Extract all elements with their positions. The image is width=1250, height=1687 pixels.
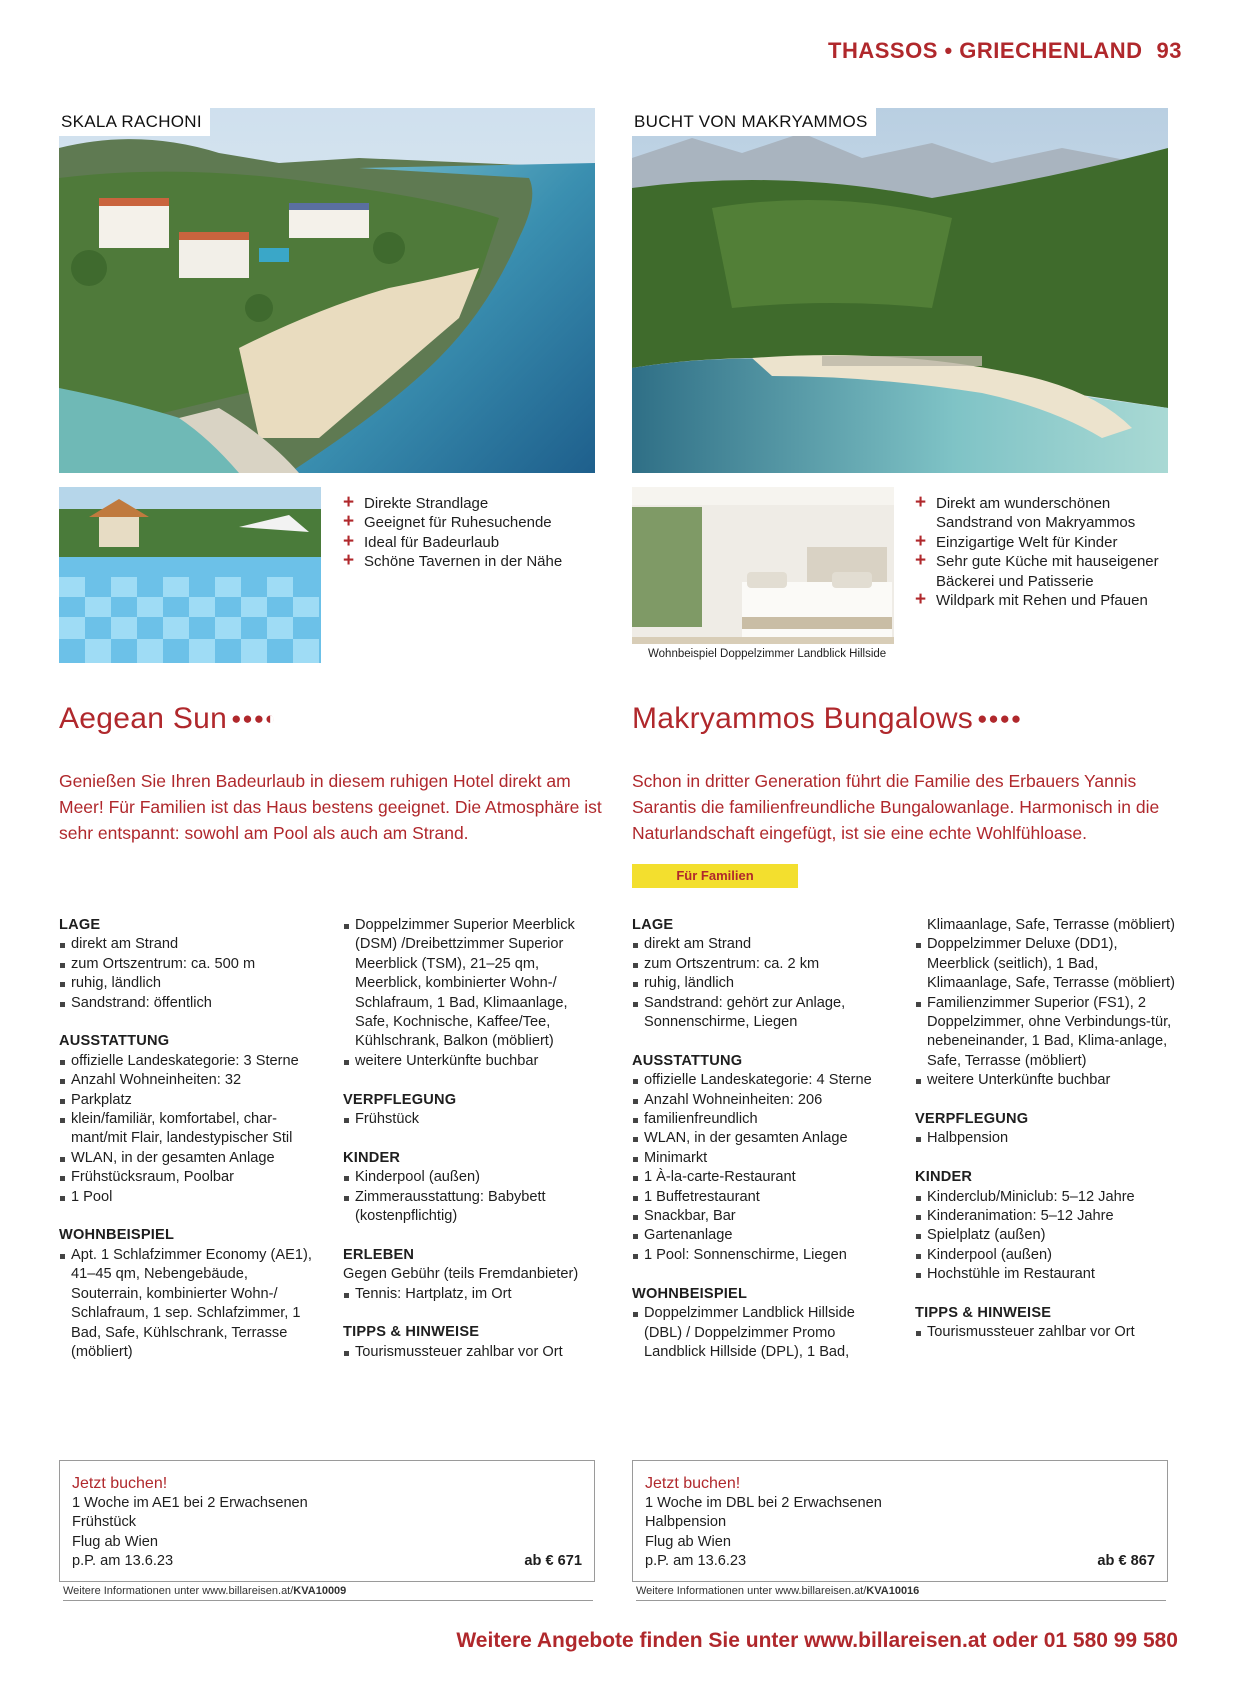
fact-item: Sandstrand: gehört zur Anlage, Sonnenschirme, Liegen bbox=[632, 994, 894, 1033]
hotel-name: Makryammos Bungalows bbox=[632, 702, 974, 735]
booking-price: ab € 671 bbox=[524, 1553, 582, 1569]
usp-list bbox=[915, 494, 1175, 610]
booking-line: Halbpension bbox=[645, 1514, 727, 1531]
fact-list bbox=[632, 1071, 894, 1265]
fact-item: Kinderanimation: 5–12 Jahre bbox=[915, 1207, 1177, 1226]
fact-list bbox=[343, 916, 595, 1071]
footer-contact[interactable]: Weitere Angebote finden Sie unter www.billareisen.at oder 01 580 99 580 bbox=[456, 1629, 1178, 1652]
section-heading: AUSSTATTUNG bbox=[632, 1052, 743, 1069]
makryammos-bay-photo bbox=[632, 108, 1168, 473]
plus-icon: + bbox=[915, 550, 927, 572]
usp-item: + Direkte Strandlage bbox=[343, 492, 489, 513]
booking-line: Frühstück bbox=[72, 1514, 137, 1531]
fact-list bbox=[632, 935, 894, 1032]
fact-item: offizielle Landeskategorie: 4 Sterne bbox=[632, 1071, 894, 1090]
fact-item: Gartenanlage bbox=[632, 1226, 894, 1245]
fact-list bbox=[59, 1052, 321, 1207]
plus-icon: + bbox=[915, 530, 927, 552]
fact-item: Frühstück bbox=[343, 1110, 595, 1129]
section-heading: LAGE bbox=[632, 917, 674, 933]
fact-item: Frühstücksraum, Poolbar bbox=[59, 1168, 321, 1187]
section-heading: KINDER bbox=[915, 1169, 973, 1186]
facts-column bbox=[915, 916, 1177, 1362]
usp-list bbox=[343, 494, 593, 572]
fact-item: Doppelzimmer Landblick Hillside (DBL) / Doppelzimmer Promo Landblick Hillside (DPL), 1 Bad, bbox=[632, 1304, 894, 1362]
fact-item: Familienzimmer Superior (FS1), 2 Doppelzimmer, ohne Verbindungs-tür, nebeneinander, 1 Bad, Klima-anlage, Safe, Terrasse (möbliert) bbox=[915, 994, 1177, 1072]
fact-list bbox=[59, 935, 321, 1013]
fact-item: Anzahl Wohneinheiten: 206 bbox=[632, 1091, 894, 1110]
usp-item: + Schöne Tavernen in der Nähe bbox=[343, 550, 563, 572]
fact-item: Sandstrand: öffentlich bbox=[59, 994, 321, 1013]
page-header bbox=[828, 38, 1182, 64]
section-heading: TIPPS & HINWEISE bbox=[915, 1305, 1052, 1322]
booking-price: ab € 867 bbox=[1097, 1553, 1155, 1569]
fact-list bbox=[343, 1285, 595, 1304]
booking-line: Flug ab Wien bbox=[72, 1533, 158, 1550]
facts-column bbox=[343, 916, 595, 1382]
fact-item: offizielle Landeskategorie: 3 Sterne bbox=[59, 1052, 321, 1071]
info-line bbox=[63, 1585, 593, 1601]
fact-item: Apt. 1 Schlafzimmer Economy (AE1), 41–45 qm, Nebengebäude, Souterrain, kombinierter Wohn-/ Schlafraum, 1 sep. Schlafzimmer, 1 Bad, Safe, Kühlschrank, Terrasse (möbliert) bbox=[59, 1246, 321, 1362]
fact-item: direkt am Strand bbox=[632, 935, 894, 954]
booking-details bbox=[72, 1494, 308, 1572]
fact-item: 1 À-la-carte-Restaurant bbox=[632, 1168, 894, 1187]
plus-icon: + bbox=[343, 530, 355, 552]
hotel-intro: Schon in dritter Generation führt die Familie des Erbauers Yannis Sarantis die familienfreundliche Bungalowanlage. Harmonisch in die Naturlandschaft eingefügt, ist sie eine echte Wohlfühloase. bbox=[632, 771, 1160, 843]
section-heading: WOHNBEISPIEL bbox=[59, 1227, 175, 1244]
plus-icon: + bbox=[915, 589, 927, 611]
hotel-title bbox=[59, 702, 276, 736]
info-line bbox=[636, 1585, 1166, 1601]
fact-item: Spielplatz (außen) bbox=[915, 1226, 1177, 1245]
info-text: Weitere Informationen unter www.billareisen.at/ bbox=[636, 1585, 867, 1597]
fact-item: 1 Pool bbox=[59, 1188, 321, 1207]
fact-item: Tennis: Hartplatz, im Ort bbox=[343, 1285, 595, 1304]
plus-icon: + bbox=[343, 550, 355, 572]
fact-item: ruhig, ländlich bbox=[632, 974, 894, 993]
rating-dots: ●●●● bbox=[977, 709, 1023, 728]
fact-item: zum Ortszentrum: ca. 2 km bbox=[632, 955, 894, 974]
fact-item: WLAN, in der gesamten Anlage bbox=[59, 1149, 321, 1168]
hotel-intro: Genießen Sie Ihren Badeurlaub in diesem ruhigen Hotel direkt am Meer! Für Familien ist das Haus bestens geeignet. Die Atmosphäre ist sehr entspannt: sowohl am Pool als auch am Strand. bbox=[59, 771, 602, 843]
plus-icon: + bbox=[343, 511, 355, 533]
fact-item: Parkplatz bbox=[59, 1091, 321, 1110]
booking-line: p.P. am 13.6.23 bbox=[645, 1553, 747, 1570]
plus-icon: + bbox=[343, 492, 355, 513]
skala-rachoni-photo bbox=[59, 108, 595, 473]
fact-list bbox=[343, 1168, 595, 1226]
fact-list bbox=[915, 1323, 1177, 1342]
rating-dots: ●●●◐ bbox=[231, 709, 277, 728]
usp-item: + Ideal für Badeurlaub bbox=[343, 530, 500, 552]
fact-item: Anzahl Wohneinheiten: 32 bbox=[59, 1071, 321, 1090]
booking-box[interactable] bbox=[632, 1460, 1168, 1582]
pool-photo bbox=[59, 487, 321, 663]
section-heading: VERPFLEGUNG bbox=[915, 1111, 1029, 1128]
fact-list bbox=[632, 1304, 894, 1362]
fact-list bbox=[343, 1343, 595, 1362]
section-heading: WOHNBEISPIEL bbox=[632, 1285, 748, 1302]
booking-line: Flug ab Wien bbox=[645, 1533, 731, 1550]
fact-item: Zimmerausstattung: Babybett (kostenpflichtig) bbox=[343, 1188, 595, 1227]
fact-text: Gegen Gebühr (teils Fremdanbieter) bbox=[343, 1266, 579, 1283]
image-label: BUCHT VON MAKRYAMMOS bbox=[632, 108, 876, 136]
usp-item: + Direkt am wunderschönen Sandstrand von Makryammos bbox=[915, 492, 1136, 532]
fact-item: WLAN, in der gesamten Anlage bbox=[632, 1129, 894, 1148]
fact-item: Tourismussteuer zahlbar vor Ort bbox=[343, 1343, 595, 1362]
plus-icon: + bbox=[915, 492, 927, 513]
image-label: SKALA RACHONI bbox=[59, 108, 210, 136]
fact-item: klein/familiär, komfortabel, char-mant/mit Flair, landestypischer Stil bbox=[59, 1110, 321, 1149]
booking-line: p.P. am 13.6.23 bbox=[72, 1553, 174, 1570]
hotel-name: Aegean Sun bbox=[59, 702, 228, 735]
info-text: Weitere Informationen unter www.billareisen.at/ bbox=[63, 1585, 294, 1597]
page-number: 93 bbox=[1156, 38, 1182, 63]
fact-item: weitere Unterkünfte buchbar bbox=[343, 1052, 595, 1071]
section-heading: ERLEBEN bbox=[343, 1246, 415, 1263]
fact-list bbox=[915, 916, 1177, 1091]
booking-line: 1 Woche im AE1 bei 2 Erwachsenen bbox=[72, 1495, 308, 1511]
usp-item: + Einzigartige Welt für Kinder bbox=[915, 530, 1118, 552]
fact-item: Kinderclub/Miniclub: 5–12 Jahre bbox=[915, 1188, 1177, 1207]
booking-line: 1 Woche im DBL bei 2 Erwachsenen bbox=[645, 1495, 882, 1511]
fact-item: Kinderpool (außen) bbox=[343, 1168, 595, 1187]
region-title: THASSOS • GRIECHENLAND bbox=[828, 38, 1143, 63]
family-badge: Für Familien bbox=[632, 864, 798, 888]
photo-caption: Wohnbeispiel Doppelzimmer Landblick Hillside bbox=[632, 644, 894, 663]
usp-item: + Wildpark mit Rehen und Pfauen bbox=[915, 589, 1148, 611]
fact-item: 1 Pool: Sonnenschirme, Liegen bbox=[632, 1246, 894, 1265]
fact-list bbox=[59, 1246, 321, 1362]
usp-item: + Sehr gute Küche mit hauseigener Bäckerei und Patisserie bbox=[915, 550, 1159, 590]
section-heading: KINDER bbox=[343, 1149, 401, 1166]
fact-item: zum Ortszentrum: ca. 500 m bbox=[59, 955, 321, 974]
section-heading: LAGE bbox=[59, 917, 101, 933]
section-heading: TIPPS & HINWEISE bbox=[343, 1324, 480, 1341]
fact-item: Hochstühle im Restaurant bbox=[915, 1265, 1177, 1284]
room-photo bbox=[632, 487, 894, 663]
fact-item: Klimaanlage, Safe, Terrasse (möbliert) bbox=[927, 917, 1175, 933]
fact-list bbox=[343, 1110, 595, 1129]
fact-list bbox=[915, 1129, 1177, 1148]
hotel-title bbox=[632, 702, 1022, 736]
fact-item: Doppelzimmer Deluxe (DD1), Meerblick (seitlich), 1 Bad, Klimaanlage, Safe, Terrasse (möbliert) bbox=[915, 935, 1177, 993]
fact-item: familienfreundlich bbox=[632, 1110, 894, 1129]
fact-item: Minimarkt bbox=[632, 1149, 894, 1168]
fact-item: Snackbar, Bar bbox=[632, 1207, 894, 1226]
facts-column bbox=[632, 916, 894, 1382]
fact-item: Tourismussteuer zahlbar vor Ort bbox=[915, 1323, 1177, 1342]
facts-column bbox=[59, 916, 321, 1382]
fact-item: Halbpension bbox=[915, 1129, 1177, 1148]
offer-code: KVA10009 bbox=[293, 1585, 347, 1597]
offer-code: KVA10016 bbox=[866, 1585, 920, 1597]
booking-box[interactable] bbox=[59, 1460, 595, 1582]
fact-item: ruhig, ländlich bbox=[59, 974, 321, 993]
booking-title: Jetzt buchen! bbox=[72, 1475, 168, 1492]
fact-item: 1 Buffetrestaurant bbox=[632, 1188, 894, 1207]
usp-item: + Geeignet für Ruhesuchende bbox=[343, 511, 552, 533]
booking-title: Jetzt buchen! bbox=[645, 1475, 741, 1492]
section-heading: VERPFLEGUNG bbox=[343, 1091, 457, 1108]
fact-item: Kinderpool (außen) bbox=[915, 1246, 1177, 1265]
fact-item: direkt am Strand bbox=[59, 935, 321, 954]
fact-item: Doppelzimmer Superior Meerblick (DSM) /Dreibettzimmer Superior Meerblick (TSM), 21–25 qm, Meerblick, kombinierter Wohn-/ Schlafraum, 1 Bad, Klimaanlage, Safe, Kochnische, Kaffee/Tee, Kühlschrank, Balkon (möbliert) bbox=[343, 916, 595, 1052]
fact-list bbox=[915, 1188, 1177, 1285]
section-heading: AUSSTATTUNG bbox=[59, 1033, 170, 1050]
fact-item: weitere Unterkünfte buchbar bbox=[915, 1071, 1177, 1090]
booking-details bbox=[645, 1494, 882, 1572]
